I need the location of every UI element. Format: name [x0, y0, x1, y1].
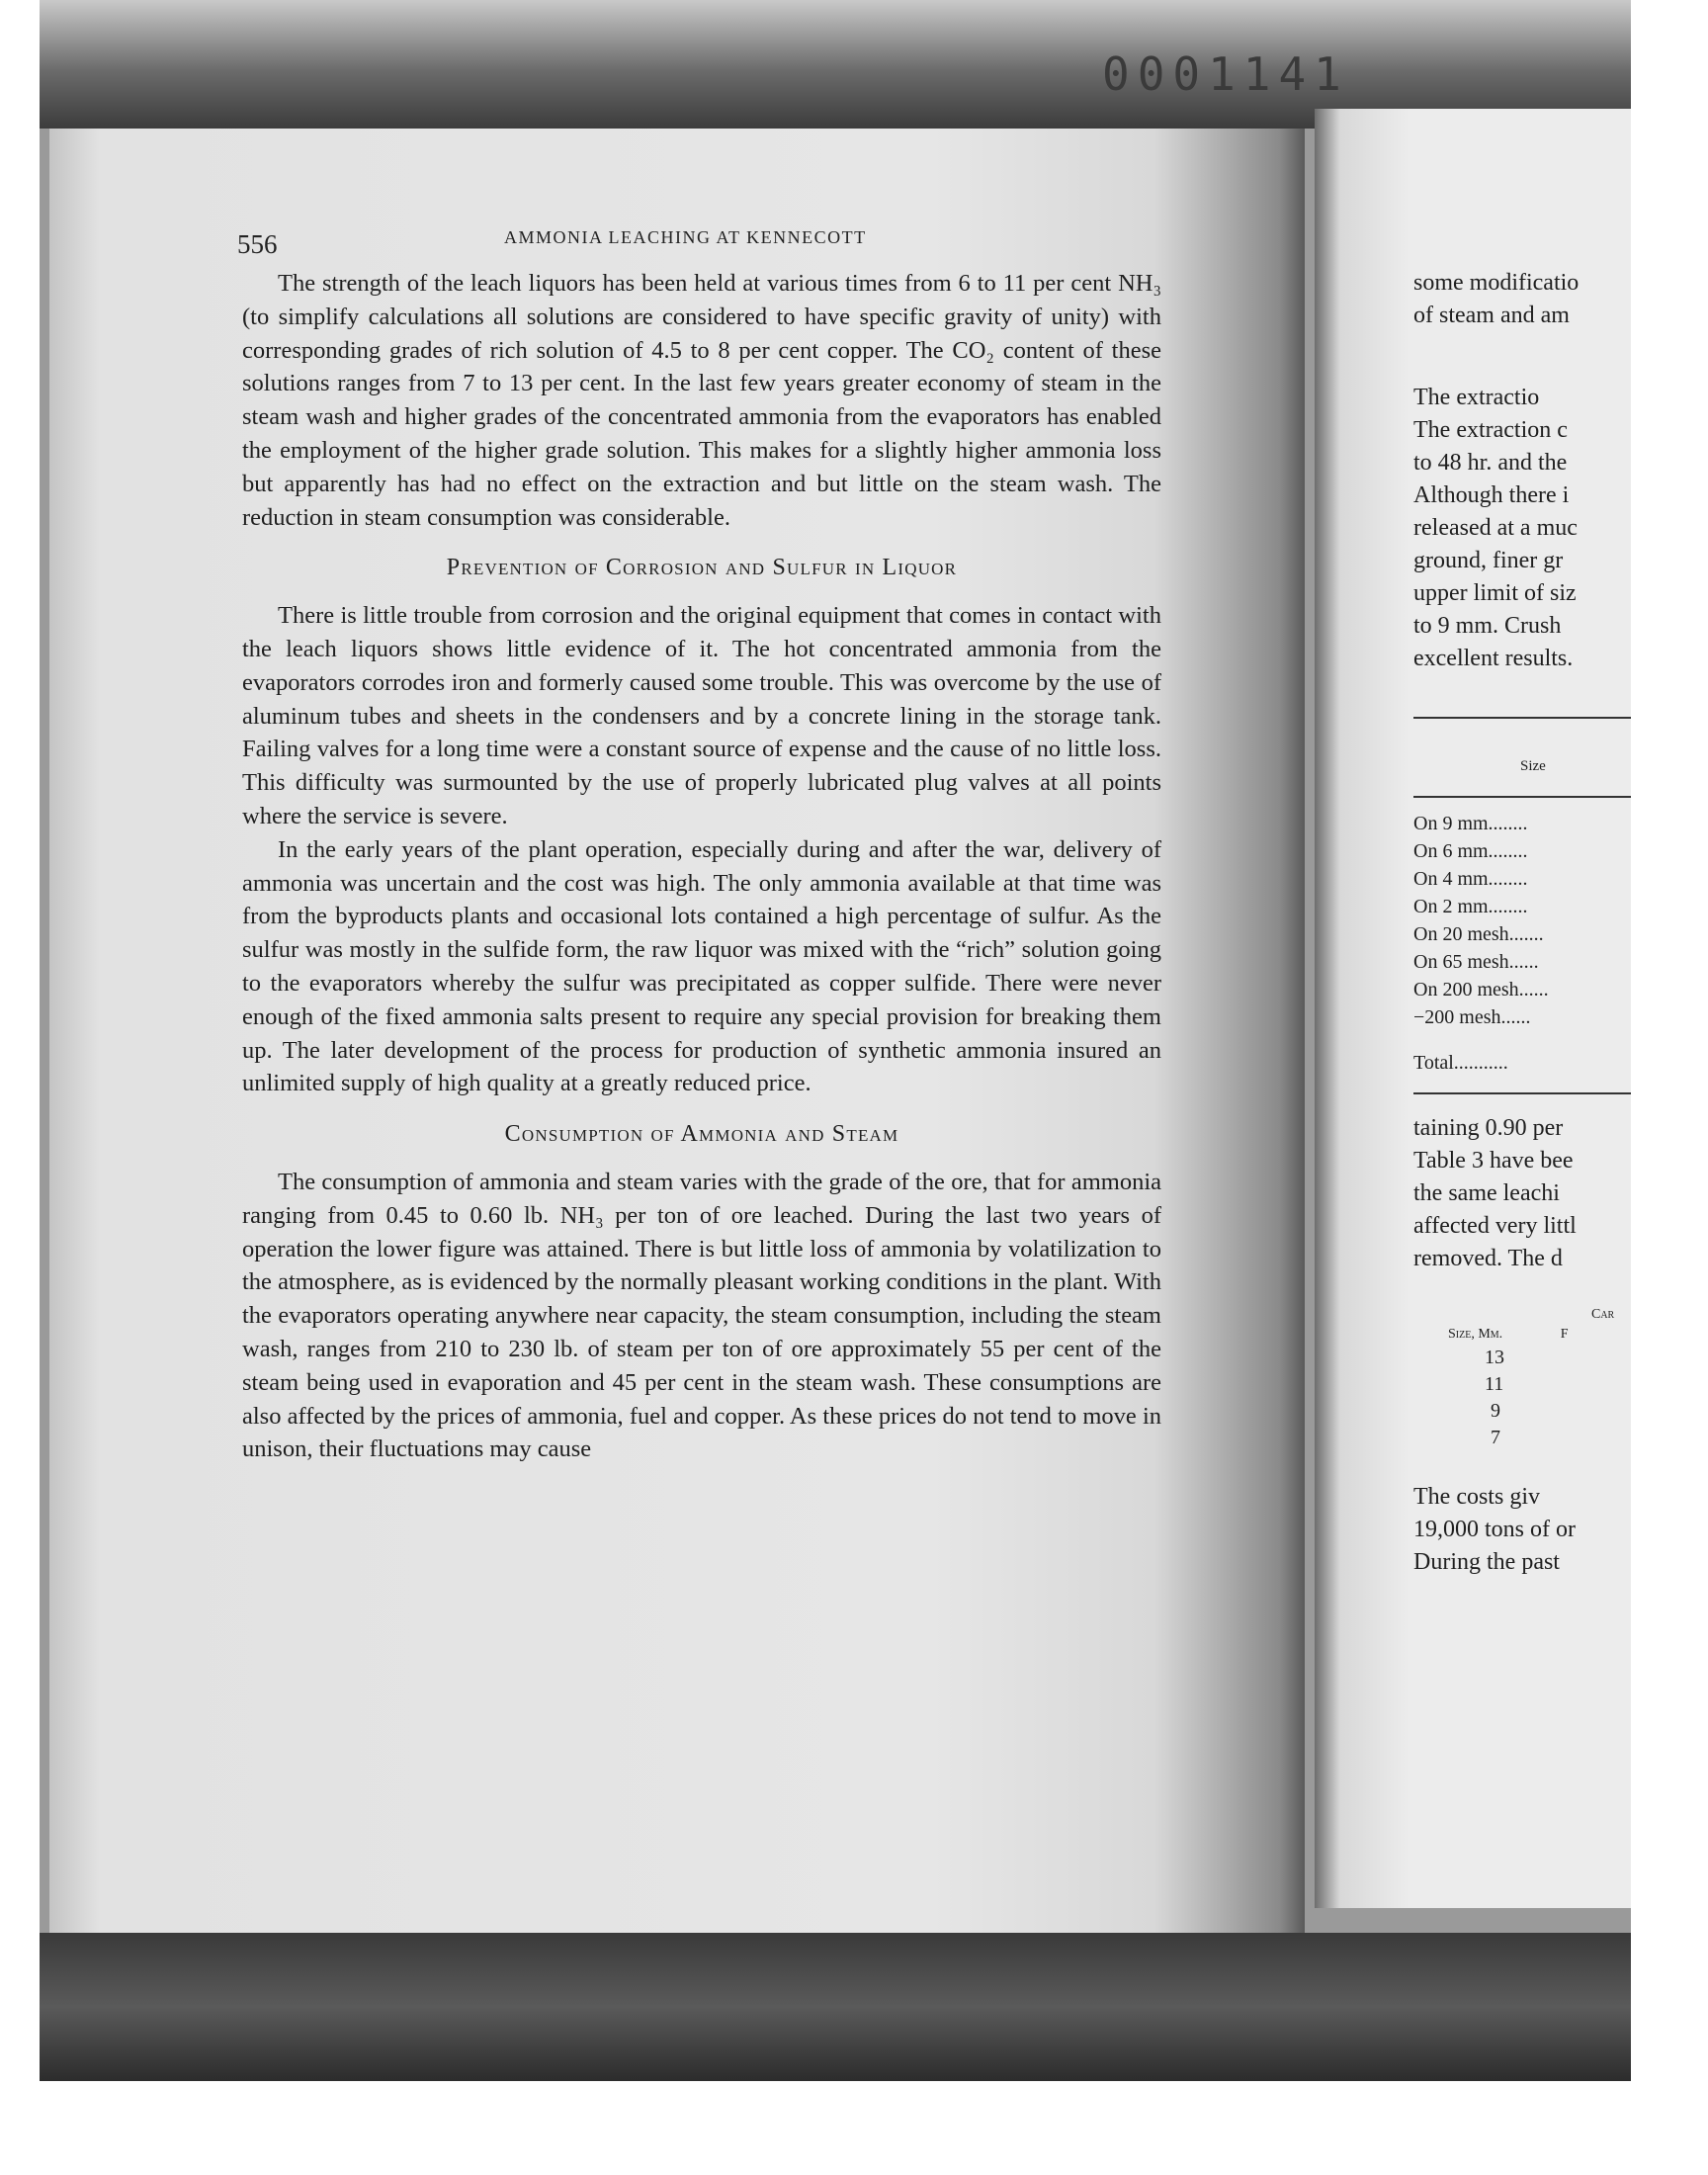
right-line: to 9 mm. Crush	[1413, 613, 1562, 639]
table-header-size: Size	[1520, 758, 1546, 774]
section-heading-corrosion: Prevention of Corrosion and Sulfur in Liquor	[446, 555, 958, 581]
page-number: 556	[237, 229, 278, 259]
section-heading-consumption: Consumption of Ammonia and Steam	[504, 1121, 899, 1148]
table-total-row: Total...........	[1413, 1052, 1508, 1074]
paragraph-sulfur: In the early years of the plant operation, especially during and after the war, delivery of ammonia was uncertain and the cost was high. The only ammonia available at that time was from the byproducts plants and occasional lots contained a high percentage of sulfur. As the sulfur was mostly in the sulfide form, the raw liquor was mixed with the “rich” solution going to the evaporators whereby the sulfur was precipitated as copper sulfide. There were never enough of the fixed ammonia salts present to require any special provision for breaking them up. The later development of the process for production of synthetic ammonia insured an unlimited supply of high quality at a greatly reduced price.	[242, 835, 1161, 1097]
document-stamp-number: 0001141	[1102, 47, 1349, 101]
table-row: On 2 mm........	[1413, 896, 1528, 917]
running-head: AMMONIA LEACHING AT KENNECOTT	[504, 227, 867, 247]
table2-header-car: Car	[1591, 1307, 1615, 1322]
table-row: On 200 mesh......	[1413, 979, 1549, 1000]
right-line: The extractio	[1413, 385, 1540, 410]
table-row: On 65 mesh......	[1413, 951, 1539, 973]
right-line: some modificatio	[1413, 270, 1580, 296]
table-row: −200 mesh......	[1413, 1006, 1531, 1028]
table-row: On 6 mm........	[1413, 840, 1528, 862]
paragraph-corrosion: There is little trouble from corrosion and the original equipment that comes in contact with the leach liquors shows little evidence of it. The hot concentrated ammonia from the evaporators corrodes iron and formerly caused some trouble. This was overcome by the use of aluminum tubes and sheets in the condensers and by a concrete lining in the storage tank. Failing valves for a long time were a constant source of expense and the cause of no little loss. This difficulty was surmounted by the use of properly lubricated plug valves at all points where the service is severe.	[242, 602, 1161, 829]
table2-row: 9	[1491, 1400, 1500, 1422]
right-line: 19,000 tons of or	[1413, 1517, 1576, 1542]
right-line: ground, finer gr	[1413, 548, 1564, 573]
right-line: taining 0.90 per	[1413, 1115, 1564, 1141]
main-text-column	[242, 267, 1161, 1466]
scan-bottom-shadow	[40, 1933, 1631, 2081]
paragraph-consumption: The consumption of ammonia and steam varies with the grade of the ore, that for ammonia ranging from 0.45 to 0.60 lb. NH₃ per ton of ore leached. During the last two years of operation the lower figure was attained. There is but little loss of ammonia by volatilization to the atmosphere, as is evidenced by the normally pleasant working conditions in the plant. With the evaporators operating anywhere near capacity, the steam consumption, including the steam wash, ranges from 210 to 230 lb. of steam per ton of ore approximately 55 per cent of the steam being used in evaporation and 45 per cent in the steam wash. These consumptions are also affected by the prices of ammonia, fuel and copper. As these prices do not tend to move in unison, their fluctuations may cause	[242, 1168, 1161, 1463]
right-line: Although there i	[1413, 482, 1570, 508]
right-line: released at a muc	[1413, 515, 1578, 541]
right-line: The extraction c	[1413, 417, 1568, 443]
right-line: upper limit of siz	[1413, 580, 1577, 606]
right-line: The costs giv	[1413, 1484, 1540, 1510]
table-row: On 20 mesh.......	[1413, 923, 1544, 945]
table2-row: 11	[1485, 1373, 1504, 1395]
table2-header-size	[1413, 1325, 1631, 1345]
paragraph-leach-strength: The strength of the leach liquors has been held at various times from 6 to 11 per cent NH₃ (to simplify calculations all solutions are considered to have specific gravity of unity) with corresponding grades of rich solution of 4.5 to 8 per cent copper. The CO₂ content of these solutions ranges from 7 to 13 per cent. In the last few years greater economy of steam in the steam wash and higher grades of the concentrated ammonia from the evaporators has enabled the employment of the higher grade solution. This makes for a slightly higher ammonia loss but apparently has had no effect on the extraction and but little on the steam wash. The reduction in steam consumption was considerable.	[242, 270, 1161, 531]
right-line: to 48 hr. and the	[1413, 450, 1568, 476]
right-line: the same leachi	[1413, 1180, 1560, 1206]
table2-row: 7	[1491, 1427, 1500, 1448]
right-line: excellent results.	[1413, 646, 1574, 671]
table2-header-size-label: Size, Mm.	[1448, 1327, 1503, 1342]
right-line: removed. The d	[1413, 1246, 1563, 1271]
right-line: During the past	[1413, 1549, 1560, 1575]
right-line: affected very littl	[1413, 1213, 1577, 1239]
right-page-text	[1413, 267, 1631, 1579]
table-row: On 4 mm........	[1413, 868, 1528, 890]
right-line: of steam and am	[1413, 303, 1570, 328]
table2-row: 13	[1485, 1347, 1504, 1368]
table-row: On 9 mm........	[1413, 813, 1528, 834]
right-line: Table 3 have bee	[1413, 1148, 1574, 1174]
table2-header-f: F	[1560, 1327, 1569, 1342]
